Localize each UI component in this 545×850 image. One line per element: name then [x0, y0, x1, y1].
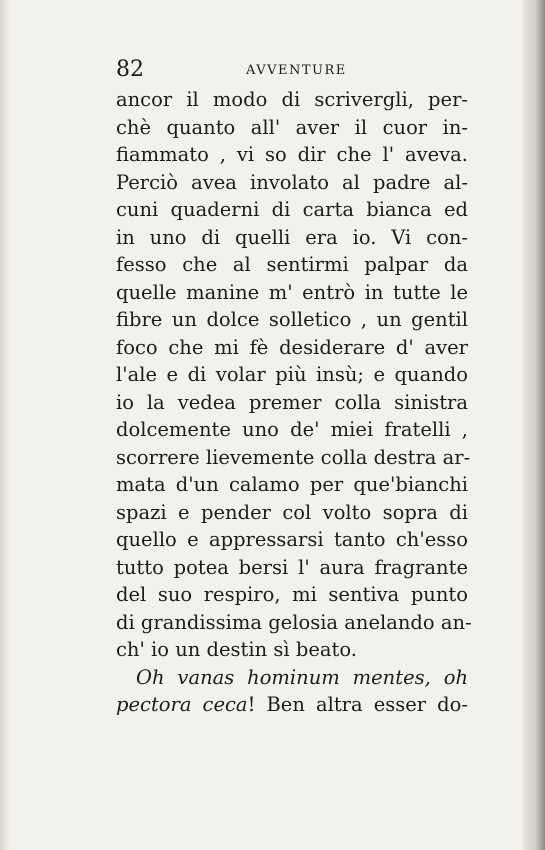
page-gutter-shadow [0, 0, 10, 850]
text-line: fibre un dolce solletico , un gentil [116, 308, 468, 331]
text-line: scorrere lievemente colla destra ar- [116, 445, 471, 469]
page-header [116, 57, 436, 83]
latin-quote-line [116, 691, 468, 719]
text-line: in uno di quelli era io. Vi con- [116, 225, 468, 249]
text-line: quello e appressarsi tanto ch'esso [116, 528, 468, 551]
latin-quote-italic: pectora ceca [116, 693, 248, 716]
text-line: fiammato , vi so dir che l' aveva. [116, 143, 468, 166]
text-line: dolcemente uno de' miei fratelli , [116, 418, 468, 441]
text-line: di grandissima gelosia anelando an- [116, 610, 472, 634]
body-text [116, 86, 472, 719]
page-number: 82 [116, 57, 144, 82]
text-line: chè quanto all' aver il cuor in- [116, 115, 468, 139]
latin-quote-line [116, 664, 468, 692]
text-fragment: ! Ben altra esser do- [247, 693, 468, 716]
text-line: fesso che al sentirmi palpar da [116, 253, 468, 276]
text-line: spazi e pender col volto sopra di [116, 500, 468, 524]
text-line: tutto potea bersi l' aura fragrante [116, 555, 468, 579]
latin-quote-italic: Oh vanas hominum mentes, oh [136, 665, 468, 689]
text-line: del suo respiro, mi sentiva punto [116, 583, 468, 606]
text-line: ch' io un destin sì beato. [116, 638, 357, 661]
text-line: Perciò avea involato al padre al- [116, 170, 468, 194]
running-head: AVVENTURE [246, 63, 347, 78]
page-edge-shadow [523, 0, 545, 850]
text-line: l'ale e di volar più insù; e quando [116, 363, 468, 386]
text-line: quelle manine m' entrò in tutte le [116, 280, 468, 304]
text-line: io la vedea premer colla sinistra [116, 390, 468, 414]
text-line: cuni quaderni di carta bianca ed [116, 198, 468, 221]
text-line: mata d'un calamo per que'bianchi [116, 473, 468, 496]
text-line: foco che mi fè desiderare d' aver [116, 335, 468, 359]
text-line: ancor il modo di scrivergli, per- [116, 88, 468, 111]
